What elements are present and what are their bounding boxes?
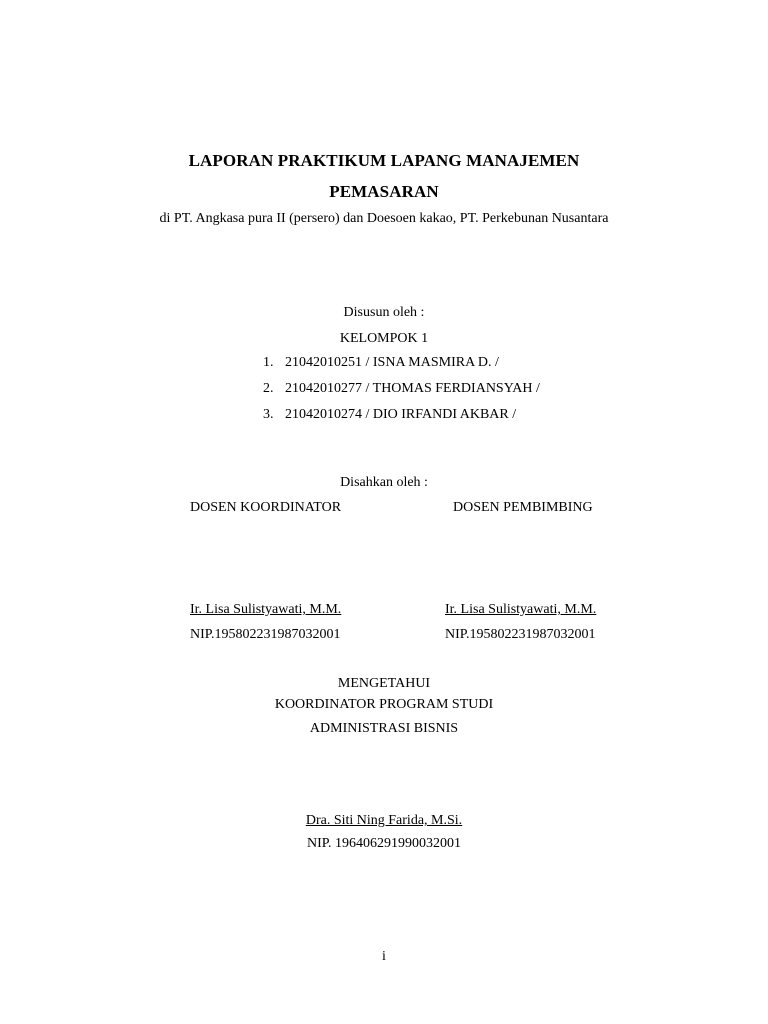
member-number: 3. (263, 407, 274, 422)
report-title-line1: LAPORAN PRAKTIKUM LAPANG MANAJEMEN (188, 151, 580, 170)
program-coordinator-title: KOORDINATOR PROGRAM STUDI (274, 697, 494, 712)
supervisor-nip: NIP.195802231987032001 (445, 627, 596, 642)
acknowledged-label: MENGETAHUI (337, 676, 431, 691)
report-subtitle: di PT. Angkasa pura II (persero) dan Doesoen kakao, PT. Perkebunan Nusantara (159, 211, 609, 226)
member-text: 21042010251 / ISNA MASMIRA D. / (285, 355, 499, 370)
member-item (263, 381, 540, 397)
approved-by-label: Disahkan oleh : (340, 475, 428, 490)
coordinator-nip: NIP.195802231987032001 (190, 627, 341, 642)
compiled-by-label: Disusun oleh : (343, 305, 425, 320)
supervisor-role: DOSEN PEMBIMBING (453, 500, 593, 515)
program-coordinator-name: Dra. Siti Ning Farida, M.Si. (305, 813, 463, 828)
member-text: 21042010274 / DIO IRFANDI AKBAR / (285, 407, 517, 422)
member-number: 1. (263, 355, 274, 370)
member-item (263, 407, 516, 423)
group-name: KELOMPOK 1 (339, 331, 429, 346)
coordinator-name: Ir. Lisa Sulistyawati, M.M. (190, 602, 342, 617)
supervisor-name: Ir. Lisa Sulistyawati, M.M. (445, 602, 597, 617)
member-number: 2. (263, 381, 274, 396)
page-number: i (382, 949, 386, 964)
member-item (263, 355, 499, 371)
program-name: ADMINISTRASI BISNIS (309, 721, 459, 736)
coordinator-role: DOSEN KOORDINATOR (190, 500, 342, 515)
program-coordinator-nip: NIP. 196406291990032001 (306, 836, 461, 851)
report-title-line2: PEMASARAN (329, 182, 439, 201)
member-text: 21042010277 / THOMAS FERDIANSYAH / (285, 381, 540, 396)
